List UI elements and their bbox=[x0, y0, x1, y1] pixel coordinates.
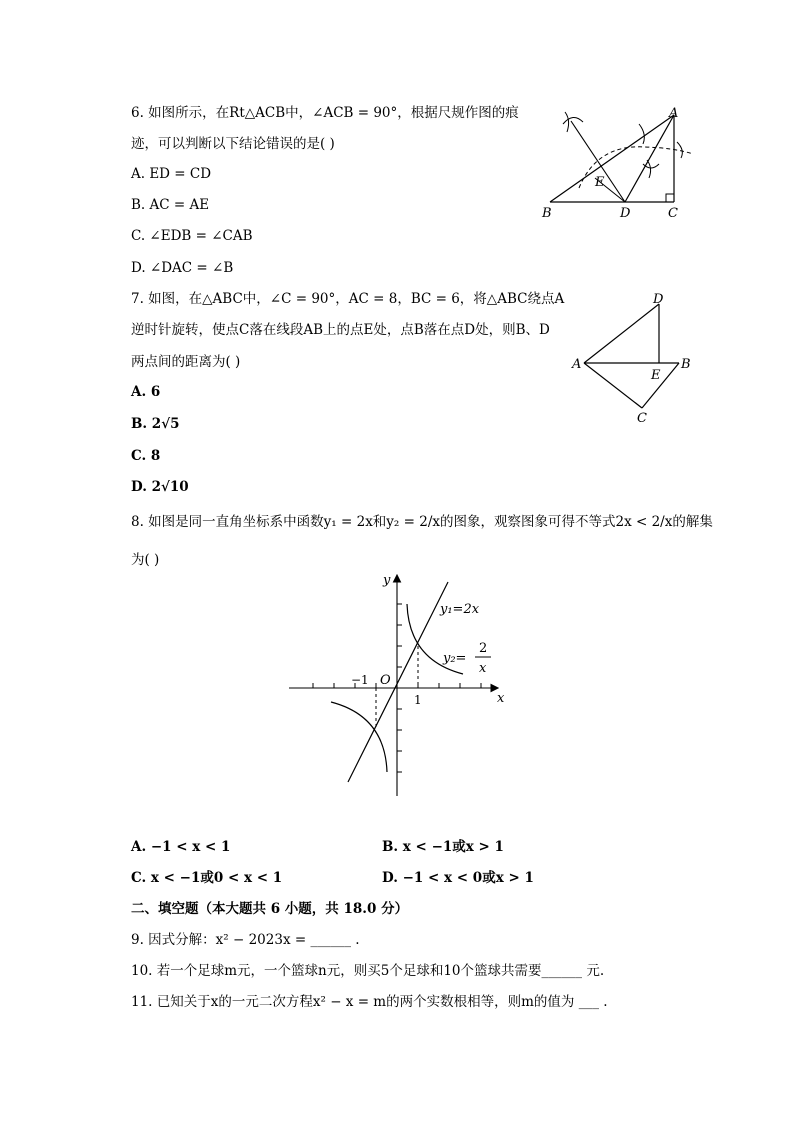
q8-y-axis-label: y bbox=[383, 573, 391, 588]
q7-stem-line2: 逆时针旋转，使点C落在线段AB上的点E处，点B落在点D处，则B、D bbox=[131, 322, 550, 338]
q7-option-b: B. 2√5 bbox=[131, 416, 180, 432]
q8-origin-label: O bbox=[380, 673, 391, 688]
q7-stem-line1: 7. 如图，在△ABC中，∠C = 90°，AC = 8，BC = 6，将△ABC绕点A bbox=[131, 291, 565, 307]
q8-curve-numerator: 2 bbox=[479, 641, 488, 656]
q6-option-c: C. ∠EDB = ∠CAB bbox=[131, 228, 253, 244]
q7-option-c: C. 8 bbox=[131, 448, 161, 464]
q7-label-b: B bbox=[681, 357, 691, 372]
q6-label-c: C bbox=[668, 206, 678, 221]
q6-label-e: E bbox=[595, 175, 605, 190]
section2-header: 二、填空题（本大题共 6 小题，共 18.0 分） bbox=[131, 901, 409, 917]
q8-option-c: C. x < −1或0 < x < 1 bbox=[131, 870, 283, 886]
q8-curve-denominator: x bbox=[479, 661, 487, 676]
q6-label-d: D bbox=[620, 206, 631, 221]
q8-tick-neg1: −1 bbox=[351, 673, 369, 687]
q6-option-b: B. AC = AE bbox=[131, 197, 210, 213]
q6-option-a: A. ED = CD bbox=[131, 166, 212, 182]
q7-label-a: A bbox=[572, 357, 582, 372]
q7-stem-line3: 两点间的距离为( ) bbox=[131, 354, 241, 370]
q8-graph bbox=[285, 570, 525, 800]
q6-option-d: D. ∠DAC = ∠B bbox=[131, 260, 234, 276]
q6-figure bbox=[535, 104, 695, 224]
q7-option-a: A. 6 bbox=[131, 384, 161, 400]
q7-label-e: E bbox=[651, 368, 661, 383]
q6-label-a: A bbox=[669, 106, 679, 121]
q6-stem-line2: 迹，可以判断以下结论错误的是( ) bbox=[131, 136, 335, 152]
q6-stem-line1: 6. 如图所示，在Rt△ACB中，∠ACB = 90°，根据尺规作图的痕 bbox=[131, 105, 519, 121]
q8-stem-line1: 8. 如图是同一直角坐标系中函数y₁ = 2x和y₂ = 2/x的图象，观察图象可得不等式2x < 2/x的解集 bbox=[131, 514, 713, 530]
q8-x-axis-label: x bbox=[497, 691, 505, 706]
q9-text: 9. 因式分解：x² − 2023x = ______ . bbox=[131, 932, 360, 948]
q8-curve-label: y₂= bbox=[443, 651, 467, 666]
q8-tick-1: 1 bbox=[414, 693, 422, 707]
q7-option-d: D. 2√10 bbox=[131, 479, 189, 495]
q8-stem-line2: 为( ) bbox=[131, 552, 160, 568]
q8-option-b: B. x < −1或x > 1 bbox=[382, 839, 504, 855]
q6-label-b: B bbox=[542, 206, 552, 221]
q8-option-a: A. −1 < x < 1 bbox=[131, 839, 231, 855]
q7-figure bbox=[565, 290, 705, 430]
q7-label-d: D bbox=[653, 292, 664, 307]
q10-text: 10. 若一个足球m元，一个篮球n元，则买5个足球和10个篮球共需要______ 元. bbox=[131, 963, 605, 979]
q7-label-c: C bbox=[637, 411, 647, 426]
q8-option-d: D. −1 < x < 0或x > 1 bbox=[382, 870, 534, 886]
q11-text: 11. 已知关于x的一元二次方程x² − x = m的两个实数根相等，则m的值为 ___ . bbox=[131, 994, 608, 1010]
q8-line-label: y₁=2x bbox=[440, 602, 480, 617]
